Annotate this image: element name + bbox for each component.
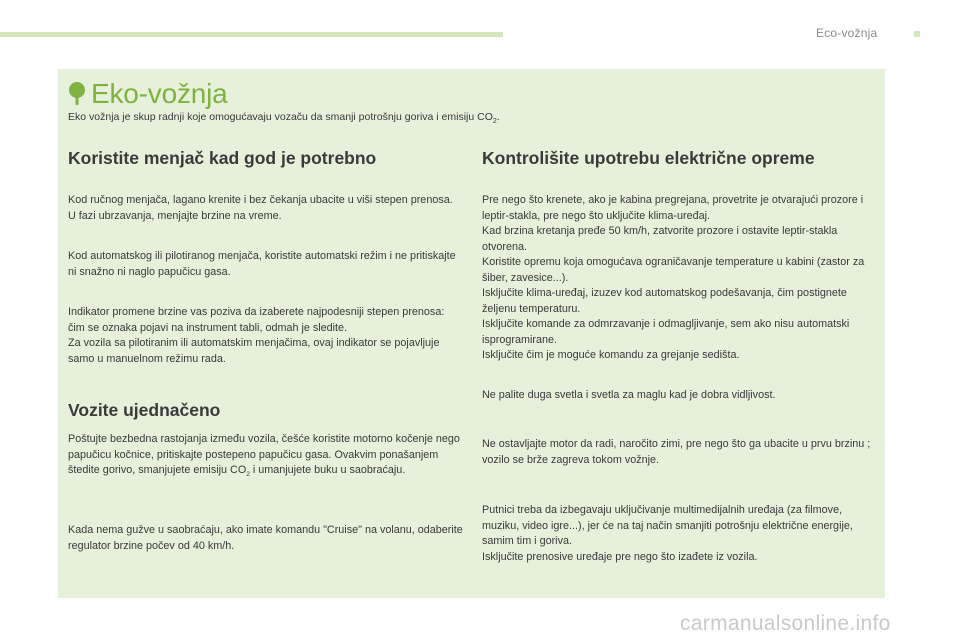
smooth-driving-p1-end: i umanjujete buku u saobraćaju.	[249, 464, 406, 476]
gearbox-paragraph-1: Kod ručnog menjača, lagano krenite i bez čekanja ubacite u viši stepen prenosa. U fazi ubrzavanja, menjajte brzine na vreme.	[68, 194, 453, 222]
page-title-row	[68, 78, 228, 110]
electrical-line-2: Kad brzina kretanja pređe 50 km/h, zatvorite prozore i ostavite leptir-stakla otvorena.	[482, 225, 838, 253]
gearbox-paragraph-3	[68, 305, 463, 367]
electrical-paragraph-engine: Ne ostavljajte motor da radi, naročito zimi, pre nego što ga ubacite u prvu brzinu ; vozilo se brže zagreva tokom vožnje.	[482, 438, 871, 466]
intro-text	[68, 111, 868, 125]
leaf-tree-icon	[68, 82, 86, 106]
smooth-driving-p1-subscript: 2	[246, 471, 250, 479]
page-title: Eko-vožnja	[91, 78, 228, 109]
electrical-paragraph-block-1	[482, 193, 872, 364]
section-title-gearbox: Koristite menjač kad god je potrebno	[68, 148, 377, 168]
gearbox-paragraph-2: Kod automatskog ili pilotiranog menjača, koristite automatski režim i ne pritiskajte ni snažno ni naglo papučicu gasa.	[68, 250, 456, 278]
section-title-electrical: Kontrolišite upotrebu električne opreme	[482, 148, 815, 168]
watermark-text: carmanualsonline.info	[680, 612, 891, 635]
gearbox-paragraph-3b: Za vozila sa pilotiranim ili automatskim menjačima, ovaj indikator se pojavljuje samo u manuelnom režimu rada.	[68, 337, 440, 365]
section-title-smooth-driving: Vozite ujednačeno	[68, 400, 221, 420]
electrical-paragraph-multimedia	[482, 503, 872, 565]
smooth-driving-paragraph-2: Kada nema gužve u saobraćaju, ako imate komandu "Cruise" na volanu, odaberite regulator brzine počev od 40 km/h.	[68, 524, 463, 552]
electrical-multimedia-line-1: Putnici treba da izbegavaju uključivanje multimedijalnih uređaja (za filmove, muziku, video igre...), jer će na taj način smanjiti potrošnju električne energije, samim tim i goriva.	[482, 504, 853, 547]
smooth-driving-p1-main: Poštujte bezbedna rastojanja između vozila, češće koristite motorno kočenje nego papučicu kočnice, pritiskajte postepeno papučicu gasa. Ovakvim ponašanjem štedite gorivo, smanjujete emisiju CO	[68, 433, 460, 476]
intro-end: .	[496, 111, 500, 123]
header-title: Eco-vožnja	[816, 26, 878, 40]
smooth-driving-paragraph-1	[68, 432, 463, 483]
electrical-line-3: Koristite opremu koja omogućava ograničavanje temperature u kabini (zastor za šiber, zavesice...).	[482, 256, 865, 284]
top-decorative-bar	[0, 32, 503, 37]
electrical-line-6: Isključite čim je moguće komandu za grejanje sedišta.	[482, 349, 740, 361]
electrical-line-1: Pre nego što krenete, ako je kabina pregrejana, provetrite je otvarajući prozore i leptir-stakla, pre nego što uključite klima-uređaj.	[482, 194, 864, 222]
intro-subscript: 2	[492, 118, 497, 126]
electrical-line-5: Isključite komande za odmrzavanje i odmagljivanje, sem ako nisu automatski isprogramirane.	[482, 318, 850, 346]
electrical-multimedia-line-2: Isključite prenosive uređaje pre nego što izađete iz vozila.	[482, 550, 758, 563]
electrical-paragraph-lights: Ne palite duga svetla i svetla za maglu kad je dobra vidljivost.	[482, 389, 776, 401]
electrical-line-4: Isključite klima-uređaj, izuzev kod automatskog podešavanja, čim postignete željenu temperaturu.	[482, 287, 847, 315]
intro-main: Eko vožnja je skup radnji koje omogućavaju vozaču da smanji potrošnju goriva i emisiju CO	[68, 111, 493, 123]
header-square-marker	[914, 31, 920, 37]
gearbox-paragraph-3a: Indikator promene brzine vas poziva da izaberete najpodesniji stepen prenosa: čim se oznaka pojavi na instrument tabli, odmah je sledite.	[68, 306, 445, 334]
